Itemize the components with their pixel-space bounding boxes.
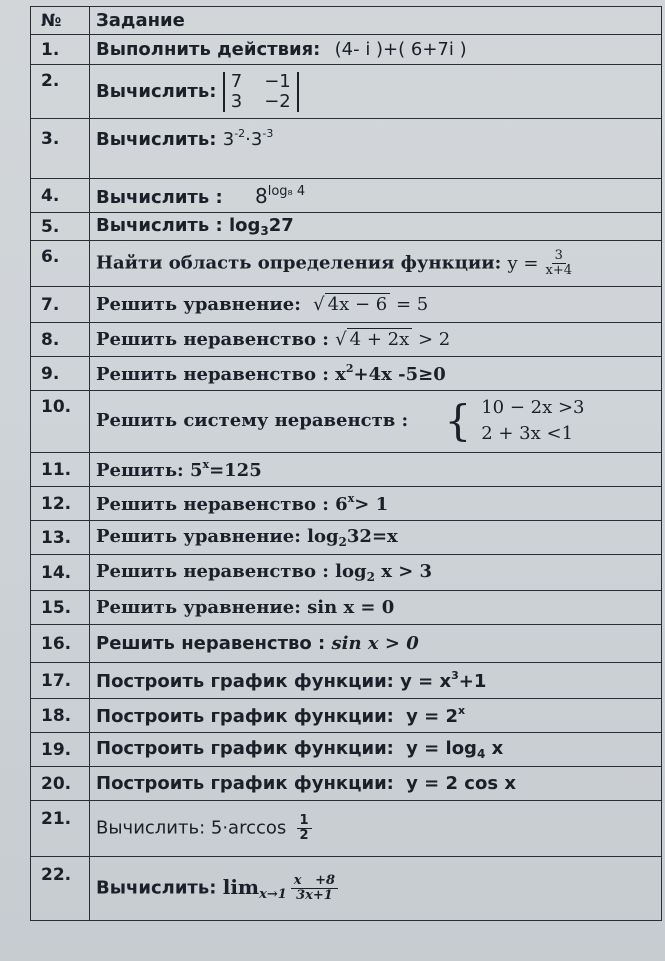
determinant — [223, 72, 299, 112]
table-row — [31, 699, 662, 733]
row-task — [90, 213, 662, 241]
task-expression: $5^x=125$ — [189, 458, 262, 481]
row-num: 2. — [31, 65, 90, 119]
task-expression: y = 2 cos x — [406, 773, 516, 794]
task-label: Вычислить: — [96, 129, 217, 150]
task-label: Вычислить : — [96, 186, 223, 208]
fraction: $\frac{3}{x+4}$ — [545, 248, 572, 278]
table-row — [31, 767, 662, 801]
table-row — [31, 213, 662, 241]
task-expression: $3^{-2}\cdot 3^{-3}$ — [222, 127, 274, 150]
row-num: 19. — [31, 733, 90, 767]
task-expression: y = $\frac{3}{x+4}$ — [508, 253, 575, 274]
row-num: 14. — [31, 555, 90, 591]
task-label: Решить неравенство : — [96, 329, 329, 350]
task-label: Решить уравнение: sin x = 0 — [96, 597, 395, 618]
row-task — [90, 391, 662, 453]
task-table — [30, 6, 662, 921]
row-task — [90, 357, 662, 391]
det-cell: 7 — [230, 70, 243, 92]
subscript: 2 — [338, 535, 347, 549]
table-row — [31, 555, 662, 591]
det-cell: −1 — [264, 70, 291, 92]
row-task — [90, 179, 662, 213]
task-label: Решить уравнение: log — [96, 526, 339, 547]
task-label: Решить уравнение: — [96, 294, 301, 315]
table-row — [31, 119, 662, 179]
task-expression: $y = \log_4 x$ — [406, 738, 504, 761]
table-row — [31, 857, 662, 921]
row-num: 5. — [31, 213, 90, 241]
table-row — [31, 663, 662, 699]
row-num: 3. — [31, 119, 90, 179]
table-row — [31, 179, 662, 213]
row-num: 11. — [31, 453, 90, 487]
row-task — [90, 857, 662, 921]
table-row — [31, 323, 662, 357]
table-row — [31, 65, 662, 119]
task-expression: √ 4 + 2x > 2 — [335, 329, 451, 350]
row-task — [90, 521, 662, 555]
task-expression: $6^x> 1$ — [335, 492, 389, 515]
task-expression: √ 4x − 6 = 5 — [313, 294, 429, 315]
det-cell: 3 — [230, 90, 243, 112]
row-task — [90, 625, 662, 663]
task-expression: 32=x — [346, 526, 398, 547]
task-expression: (4- i )+( 6+7i ) — [334, 39, 467, 60]
subscript: 2 — [366, 570, 375, 584]
row-num: 13. — [31, 521, 90, 555]
table-row — [31, 487, 662, 521]
subscript: 3 — [260, 224, 269, 238]
row-num: 1. — [31, 35, 90, 65]
row-num: 17. — [31, 663, 90, 699]
table-row — [31, 391, 662, 453]
task-expression: $8^{log_8 4}$ — [255, 183, 306, 208]
row-task — [90, 119, 662, 179]
row-task — [90, 767, 662, 801]
brace-icon: { — [444, 396, 472, 445]
row-num: 12. — [31, 487, 90, 521]
row-task — [90, 35, 662, 65]
task-label: Построить график функции: — [96, 738, 394, 759]
det-cell: −2 — [264, 90, 291, 112]
row-task — [90, 65, 662, 119]
task-label: Вычислить: — [96, 877, 217, 899]
row-task — [90, 555, 662, 591]
table-row — [31, 733, 662, 767]
row-task — [90, 323, 662, 357]
task-expression: 27 — [268, 215, 294, 236]
row-num: 22. — [31, 857, 90, 921]
table-row — [31, 357, 662, 391]
row-num: 4. — [31, 179, 90, 213]
table-row — [31, 801, 662, 857]
row-task — [90, 733, 662, 767]
task-label: Вычислить: — [96, 80, 217, 102]
table-header-row — [31, 7, 662, 35]
row-num: 7. — [31, 287, 90, 323]
task-label: Вычислить: 5·arccos — [96, 817, 287, 839]
inequality-system — [444, 395, 584, 447]
task-label: Решить систему неравенств : — [96, 410, 409, 431]
row-num: 8. — [31, 323, 90, 357]
task-expression: $y = 2^x$ — [406, 704, 466, 727]
task-label: Построить график функции: — [96, 671, 394, 692]
task-expression: x > 3 — [381, 561, 433, 582]
table-row — [31, 453, 662, 487]
task-label: Решить неравенство : — [96, 364, 329, 385]
row-num: 18. — [31, 699, 90, 733]
table-row — [31, 241, 662, 287]
fraction: $\frac{x +8}{3x+1}$ — [291, 874, 338, 903]
table-row — [31, 625, 662, 663]
row-task — [90, 453, 662, 487]
task-expression: $y = x^3+1$ — [400, 669, 487, 692]
table-row — [31, 35, 662, 65]
task-label: Решить неравенство : — [96, 494, 329, 515]
task-label: Решить: — [96, 460, 184, 481]
system-line: 2 + 3x <1 — [481, 423, 574, 444]
row-num: 9. — [31, 357, 90, 391]
row-num: 20. — [31, 767, 90, 801]
header-task: Задание — [90, 7, 662, 35]
task-label: Решить неравенство : — [96, 633, 326, 654]
task-label: Вычислить : log — [96, 215, 261, 236]
system-line: 10 − 2x >3 — [481, 397, 585, 418]
table-row — [31, 591, 662, 625]
row-task — [90, 801, 662, 857]
row-task — [90, 699, 662, 733]
task-label: Построить график функции: — [96, 706, 394, 727]
row-num: 6. — [31, 241, 90, 287]
task-label: Выполнить действия: — [96, 39, 321, 60]
limit-expression: $\lim_{x\to 1}$ — [222, 874, 287, 902]
row-task — [90, 663, 662, 699]
row-num: 16. — [31, 625, 90, 663]
table-row — [31, 287, 662, 323]
row-task — [90, 487, 662, 521]
row-num: 21. — [31, 801, 90, 857]
row-task — [90, 241, 662, 287]
header-num: № — [31, 7, 90, 35]
task-label: Построить график функции: — [96, 773, 394, 794]
row-task — [90, 287, 662, 323]
fraction: $\frac{1}{2}$ — [297, 814, 312, 843]
table-row — [31, 521, 662, 555]
task-expression: sin x > 0 — [331, 633, 419, 654]
task-label: Найти область определения функции: — [96, 252, 502, 274]
row-num: 15. — [31, 591, 90, 625]
task-label: Решить неравенство : log — [96, 561, 367, 582]
row-num: 10. — [31, 391, 90, 453]
task-expression: $x^2+4x$ -5≥0 — [335, 362, 446, 385]
row-task — [90, 591, 662, 625]
